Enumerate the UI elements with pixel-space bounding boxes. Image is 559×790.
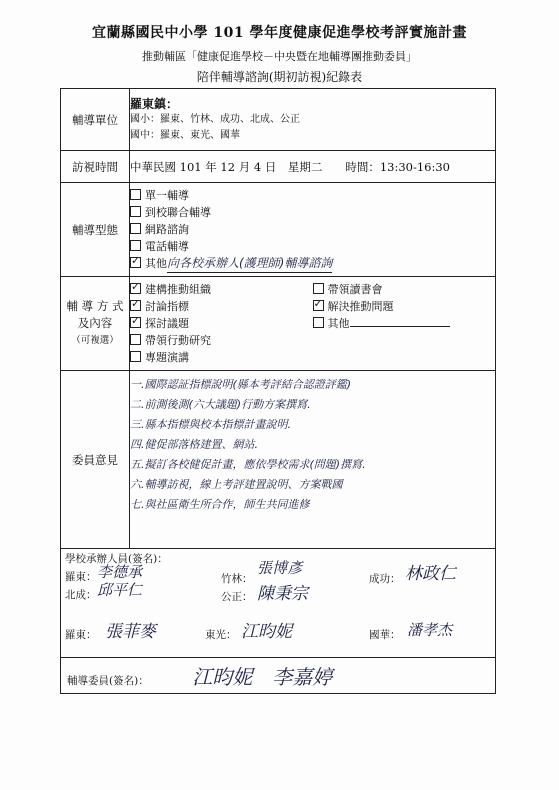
method-option: ✓解決推動問題 bbox=[313, 298, 496, 315]
signature-luodong: 李德承 bbox=[97, 563, 143, 581]
opinion-line: 二.前測後測(六大議題)行動方案撰寫. bbox=[130, 398, 311, 411]
time-value: 中華民國 101 年 12 月 4 日 星期二 時間：13:30-16:30 bbox=[130, 151, 496, 183]
form-title: 陪伴輔導諮詢(期初訪視)紀錄表 bbox=[196, 70, 363, 84]
method-label-note: （可複選） bbox=[71, 335, 119, 346]
signature-heading: 學校承辦人員(簽名)： bbox=[65, 553, 168, 565]
unit-elementary: 國小：羅東、竹林、成功、北成、公正 bbox=[130, 114, 300, 125]
advisor-signatures: 江昀妮 李嘉婷 bbox=[192, 665, 333, 689]
type-row bbox=[61, 183, 496, 277]
label-zhulin: 竹林： bbox=[221, 573, 253, 585]
type-option-other: ✓其他向各校承辦人(護理師)輔導諮詢 bbox=[130, 255, 495, 273]
document-title: 宜蘭縣國民中小學 101 學年度健康促進學校考評實施計畫 bbox=[92, 25, 467, 41]
type-option: 到校聯合輔導 bbox=[130, 204, 495, 221]
method-row bbox=[61, 277, 496, 371]
label-dongguang: 東光： bbox=[205, 629, 237, 641]
opinion-label: 委員意見 bbox=[61, 371, 130, 549]
opinion-line: 五.擬訂各校健促計畫，應依學校需求(問題)撰寫. bbox=[130, 458, 366, 471]
opinion-line: 三.縣本指標與校本指標計畫說明. bbox=[130, 418, 291, 431]
method-option: 帶領讀書會 bbox=[313, 281, 496, 298]
checkbox-icon bbox=[130, 206, 141, 217]
record-table bbox=[60, 88, 496, 694]
signature-dongguang: 江昀妮 bbox=[241, 622, 292, 642]
method-label-2: 及內容 bbox=[77, 316, 113, 330]
advisor-row bbox=[61, 658, 496, 694]
checked-checkbox-icon bbox=[130, 300, 141, 311]
opinion-row bbox=[61, 371, 496, 549]
unit-label: 輔導單位 bbox=[61, 89, 130, 151]
checked-checkbox-icon bbox=[130, 317, 141, 328]
method-option: ✓討論指標 bbox=[130, 298, 313, 315]
label-guohua: 國華： bbox=[369, 629, 401, 641]
unit-town: 羅東鎮： bbox=[130, 97, 179, 111]
other-underline bbox=[350, 326, 450, 327]
signature-beicheng: 邱平仁 bbox=[97, 581, 143, 599]
method-option: ✓探討議題 bbox=[130, 315, 313, 332]
label-beicheng: 北成： bbox=[65, 589, 97, 601]
type-other-note: 向各校承辦人(護理師)輔導諮詢 bbox=[167, 255, 332, 273]
label-gongzheng: 公正： bbox=[221, 591, 253, 603]
checkbox-icon bbox=[313, 283, 324, 294]
checkbox-icon bbox=[313, 317, 324, 328]
unit-row bbox=[61, 89, 496, 151]
opinion-line: 七.與社區衛生所合作，師生共同進修 bbox=[130, 498, 310, 511]
checkbox-icon bbox=[130, 334, 141, 345]
type-label: 輔導型態 bbox=[61, 183, 130, 277]
type-option: 單一輔導 bbox=[130, 187, 495, 204]
type-option: 網路諮詢 bbox=[130, 221, 495, 238]
signature-area bbox=[61, 549, 495, 657]
method-label: 輔 導 方 式 bbox=[66, 299, 124, 313]
checked-checkbox-icon bbox=[313, 300, 324, 311]
signature-luodong-junior: 張菲麥 bbox=[105, 622, 156, 642]
opinion-line: 四.健促部落格建置、網站. bbox=[130, 438, 258, 451]
type-option: 電話輔導 bbox=[130, 238, 495, 255]
signature-chenggong: 林政仁 bbox=[405, 564, 456, 584]
signature-zhulin: 張博彥 bbox=[257, 559, 303, 577]
checkbox-icon bbox=[130, 189, 141, 200]
label-luodong-junior: 羅東： bbox=[65, 629, 97, 641]
method-option: 其他 bbox=[313, 315, 496, 332]
signature-guohua: 潘孝杰 bbox=[407, 621, 453, 639]
opinion-line: 六.輔導訪視，線上考評建置說明、方案戰國 bbox=[130, 478, 343, 491]
document-subtitle: 推動輔區「健康促進學校－中央暨在地輔導團推動委員」 bbox=[142, 50, 417, 63]
checkbox-icon bbox=[130, 351, 141, 362]
label-chenggong: 成功： bbox=[369, 573, 401, 585]
signature-gongzheng: 陳秉宗 bbox=[257, 584, 308, 604]
signature-row bbox=[61, 549, 496, 658]
time-label: 訪視時間 bbox=[61, 151, 130, 183]
advisor-label: 輔導委員(簽名)： bbox=[67, 675, 149, 687]
method-option: 帶領行動研究 bbox=[130, 332, 313, 349]
checked-checkbox-icon bbox=[130, 257, 141, 268]
checked-checkbox-icon bbox=[130, 283, 141, 294]
unit-junior: 國中：羅東、東光、國華 bbox=[130, 130, 240, 141]
label-luodong: 羅東： bbox=[65, 571, 97, 583]
method-option: 專題演講 bbox=[130, 349, 313, 366]
method-option: ✓建構推動組織 bbox=[130, 281, 313, 298]
time-row bbox=[61, 151, 496, 183]
checkbox-icon bbox=[130, 240, 141, 251]
checkbox-icon bbox=[130, 223, 141, 234]
opinion-line: 一.國際認証指標說明(縣本考評結合認證評鑑) bbox=[130, 378, 352, 391]
